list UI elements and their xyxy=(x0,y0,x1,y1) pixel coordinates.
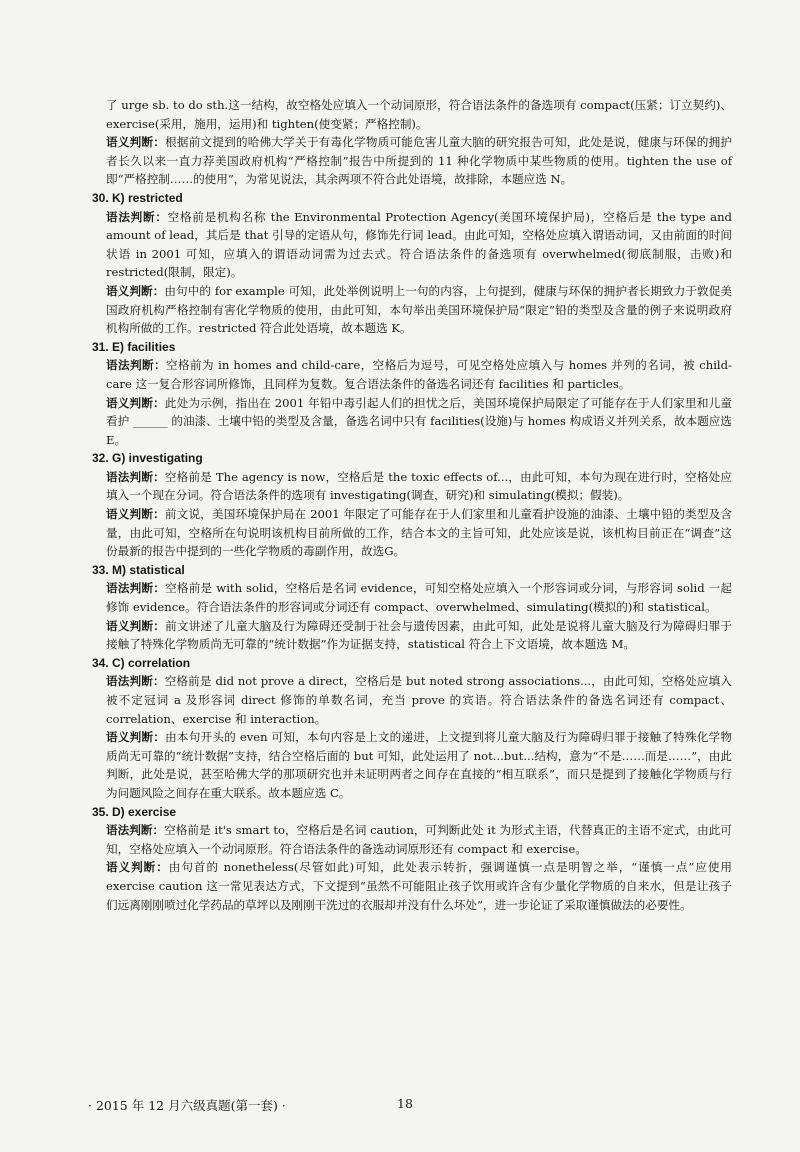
answer-heading: 33. M) statistical xyxy=(92,562,185,577)
explanation-paragraph xyxy=(92,728,732,802)
paragraph-text: 了 urge sb. to do sth.这一结构，故空格处应填入一个动词原形，符合语法条件的备选项有 compact(压紧；订立契约)、exercise(采用，施用，运用)和 tighten(使变紧；严格控制)。 xyxy=(106,98,732,131)
judgment-label: 语法判断： xyxy=(106,674,165,689)
judgment-label: 语义判断： xyxy=(106,395,165,410)
page-number: 18 xyxy=(397,1096,413,1111)
paragraph-text: 空格前是 it's smart to，空格后是名词 caution，可判断此处 it 为形式主语，代替真正的主语不定式，由此可知，空格处应填入一个动词原形。符合语法条件的备选动词原形还有 compact 和 exercise。 xyxy=(106,823,732,856)
judgment-label: 语法判断： xyxy=(106,823,165,838)
judgment-label: 语义判断： xyxy=(106,730,166,745)
explanation-paragraph xyxy=(92,821,732,858)
paragraph-text: 空格前为 in homes and child-care，空格后为逗号，可见空格处应填入与 homes 并列的名词，被 child-care 这一复合形容词所修饰，且同样为复数。复合语法条件的备选名词还有 facilities 和 particles。 xyxy=(106,358,732,391)
explanation-paragraph xyxy=(92,579,732,616)
answer-heading: 31. E) facilities xyxy=(92,339,176,354)
explanation-paragraph xyxy=(92,394,732,450)
explanation-paragraph xyxy=(92,208,732,282)
explanation-paragraph xyxy=(92,858,732,914)
answer-explanations xyxy=(92,96,732,914)
judgment-label: 语法判断： xyxy=(106,469,165,484)
answer-heading: 30. K) restricted xyxy=(92,190,183,205)
judgment-label: 语义判断： xyxy=(106,283,165,298)
judgment-label: 语法判断： xyxy=(106,358,167,373)
explanation-paragraph xyxy=(92,133,732,189)
judgment-label: 语义判断： xyxy=(106,618,166,633)
paragraph-text: 根据前文提到的哈佛大学关于有毒化学物质可能危害儿童大脑的研究报告可知，此处是说，健康与环保的拥护者长久以来一直力荐美国政府机构“严格控制”报告中所提到的 11 种化学物质中某些物质的使用。tighten the use of 即“严格控制……的使用”，为常见说法，其余两项不符合此处语境，故排除，本题应选 N。 xyxy=(106,135,732,187)
judgment-label: 语法判断： xyxy=(106,581,166,596)
explanation-paragraph xyxy=(92,617,732,654)
paragraph-text: 由本句开头的 even 可知，本句内容是上文的递进，上文提到将儿童大脑及行为障碍归罪于接触了特殊化学物质尚无可靠的“统计数据”支持，结合空格后面的 but 可知，此处运用了 not...but...结构，意为“不是……而是……”，由此判断，此处是说，甚至哈佛大学的那项研究也并未证明两者之间存在直接的“相互联系”，而只是提到了接触化学物质与行为问题风险之间存在重大联系。故本题应选 C。 xyxy=(106,730,732,800)
answer-heading: 35. D) exercise xyxy=(92,804,177,819)
paragraph-text: 空格前是 did not prove a direct，空格后是 but noted strong associations...，由此可知，空格处应填入被不定冠词 a 及形容词 direct 修饰的单数名词，充当 prove 的宾语。符合语法条件的备选名词还有 compact、correlation、exercise 和 interaction。 xyxy=(106,674,732,726)
explanation-paragraph xyxy=(92,282,732,338)
judgment-label: 语义判断： xyxy=(106,860,169,875)
paragraph-text: 前文说，美国环境保护局在 2001 年限定了可能存在于人们家里和儿童看护设施的油漆、土壤中铅的类型及含量，由此可知，空格所在句说明该机构目前所做的工作，结合本文的主旨可知，此处应该是说，该机构目前正在“调查”这份最新的报告中提到的一些化学物质的毒副作用，故选G。 xyxy=(106,507,732,559)
answer-heading: 32. G) investigating xyxy=(92,451,203,466)
paragraph-text: 空格前是机构名称 the Environmental Protection Agency(美国环境保护局)，空格后是 the type and amount of lead，其后是 that 引导的定语从句，修饰先行词 lead。由此可知，空格处应填入谓语动词，又由前面的时间状语 in 2001 可知，应填入的谓语动词需为过去式。符合语法条件的备选项有 overwhelmed(彻底制服，击败)和 restricted(限制，限定)。 xyxy=(106,209,732,280)
judgment-label: 语义判断： xyxy=(106,507,165,522)
paragraph-text: 空格前是 with solid，空格后是名词 evidence，可知空格处应填入一个形容词或分词，与形容词 solid 一起修饰 evidence。符合语法条件的形容词或分词还有 compact、overwhelmed、simulating(模拟的)和 statistical。 xyxy=(106,581,732,615)
paragraph-text: 此处为示例，指出在 2001 年铅中毒引起人们的担忧之后，美国环境保护局限定了可能存在于人们家里和儿童看护 ______ 的油漆、土壤中铅的类型及含量，备选名词中只有 facilities(设施)与 homes 构成语义并列关系，故本题应选 E。 xyxy=(106,395,732,447)
explanation-paragraph xyxy=(92,672,732,728)
explanation-paragraph xyxy=(92,96,732,133)
footer-source: · 2015 年 12 月六级真题(第一套) · xyxy=(88,1098,286,1113)
explanation-paragraph xyxy=(92,505,732,561)
paragraph-text: 空格前是 The agency is now，空格后是 the toxic effects of...，由此可知，本句为现在进行时，空格处应填入一个现在分词。符合语法条件的选项有 investigating(调查，研究)和 simulating(模拟；假装)。 xyxy=(106,469,732,503)
paragraph-text: 由句首的 nonetheless(尽管如此)可知，此处表示转折，强调谨慎一点是明智之举，“谨慎一点”应使用 exercise caution 这一常见表达方式，下文提到“虽然不可能阻止孩子饮用或许含有少量化学物质的自来水，但是让孩子们远离刚刚喷过化学药品的草坪以及刚刚干洗过的衣服却并没有什么坏处”，进一步论证了采取谨慎做法的必要性。 xyxy=(106,860,732,912)
paragraph-text: 由句中的 for example 可知，此处举例说明上一句的内容，上句提到，健康与环保的拥护者长期致力于敦促美国政府机构严格控制有害化学物质的使用，由此可知，本句举出美国环境保护局“限定”铅的类型及含量的例子来说明政府机构所做的工作。restricted 符合此处语境，故本题选 K。 xyxy=(106,283,732,336)
paragraph-text: 前文讲述了儿童大脑及行为障碍还受制于社会与遗传因素，由此可知，此处是说将儿童大脑及行为障碍归罪于接触了特殊化学物质尚无可靠的“统计数据”作为证据支持，statistical 符合上下文语境，故本题选 M。 xyxy=(106,618,732,652)
judgment-label: 语法判断： xyxy=(106,209,168,224)
explanation-paragraph xyxy=(92,468,732,505)
explanation-paragraph xyxy=(92,356,732,393)
answer-heading: 34. C) correlation xyxy=(92,655,191,670)
judgment-label: 语义判断： xyxy=(106,135,166,150)
